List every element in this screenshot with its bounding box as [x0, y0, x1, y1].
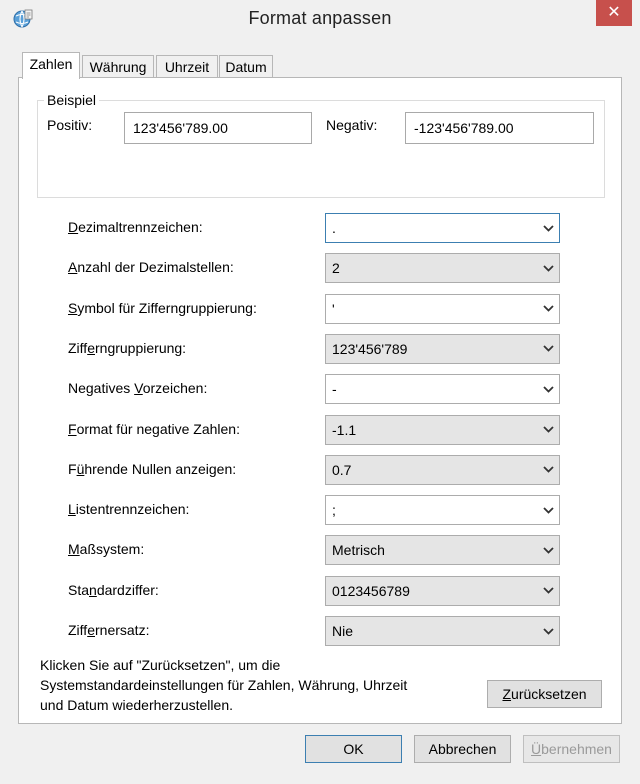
tab-label: Datum — [225, 59, 267, 75]
label-text: aßsystem: — [79, 541, 145, 558]
digit-grouping-label — [68, 340, 186, 356]
chevron-down-icon[interactable] — [541, 577, 555, 605]
reset-hint-line: Klicken Sie auf "Zurücksetzen", um die — [40, 657, 281, 673]
label-accel: V — [134, 380, 143, 397]
label-text: istentrennzeichen: — [75, 501, 190, 518]
reset-hint-line: und Datum wiederherzustellen. — [40, 697, 233, 713]
positive-preview: 123'456'789.00 — [124, 112, 312, 144]
close-icon: ✕ — [607, 4, 621, 21]
digit-grouping-symbol-combobox[interactable] — [325, 294, 560, 324]
close-button[interactable] — [596, 0, 632, 26]
label-text: Negatives — [68, 380, 135, 397]
label-text: nzahl der Dezimalstellen: — [77, 259, 234, 276]
tab-label: Währung — [89, 59, 147, 75]
label-accel: ü — [76, 460, 85, 477]
tab-datum[interactable] — [219, 55, 273, 78]
reset-button[interactable] — [487, 680, 602, 708]
chevron-down-icon[interactable] — [541, 416, 555, 444]
label-text: dardziffer: — [96, 581, 159, 598]
chevron-down-icon[interactable] — [541, 214, 555, 242]
chevron-down-icon[interactable] — [541, 496, 555, 524]
digit-grouping-combobox[interactable] — [325, 334, 560, 364]
chevron-down-icon[interactable] — [541, 254, 555, 282]
label-accel: e — [87, 339, 95, 356]
tab-zahlen[interactable] — [22, 52, 80, 79]
label-text: rngruppierung: — [95, 339, 187, 356]
decimal-places-combobox[interactable] — [325, 253, 560, 283]
negative-number-format-combobox[interactable] — [325, 415, 560, 445]
leading-zeros-label — [68, 461, 236, 477]
decimal-places-label — [68, 259, 234, 275]
reset-hint — [40, 655, 470, 715]
chevron-down-icon[interactable] — [541, 617, 555, 645]
sample-legend: Beispiel — [44, 92, 99, 108]
combobox-value: ; — [332, 502, 336, 519]
standard-digits-label — [68, 582, 159, 598]
label-text: rnersatz: — [95, 622, 150, 638]
window-title: Format anpassen — [248, 8, 392, 28]
apply-button-label: bernehmen — [541, 741, 612, 757]
label-accel: M — [68, 541, 80, 558]
tab-label: Uhrzeit — [164, 59, 210, 75]
negative-number-format-label — [68, 421, 240, 437]
label-text: Ziff — [68, 622, 88, 638]
list-separator-combobox[interactable] — [325, 495, 560, 525]
combobox-value: 0.7 — [332, 461, 352, 478]
label-accel: e — [87, 622, 95, 638]
positive-label: Positiv: — [47, 117, 93, 133]
label-accel: S — [68, 299, 78, 316]
ok-button[interactable] — [305, 735, 402, 763]
label-accel: n — [89, 581, 97, 598]
label-text: ezimaltrennzeichen: — [78, 219, 203, 235]
measurement-system-combobox[interactable] — [325, 535, 560, 565]
tab-label: Zahlen — [29, 56, 73, 72]
chevron-down-icon[interactable] — [541, 456, 555, 484]
tab-uhrzeit[interactable] — [156, 55, 218, 78]
label-text: F — [68, 460, 77, 477]
chevron-down-icon[interactable] — [541, 375, 555, 403]
cancel-button-label: Abbrechen — [428, 741, 497, 757]
standard-digits-combobox[interactable] — [325, 576, 560, 606]
apply-button-accel: Ü — [531, 741, 542, 757]
label-accel: D — [68, 219, 79, 235]
decimal-separator-combobox[interactable] — [325, 213, 560, 243]
combobox-value: - — [332, 381, 337, 398]
label-text: Sta — [68, 581, 90, 598]
ok-button-label: OK — [343, 741, 364, 757]
negative-label: Negativ: — [326, 117, 378, 133]
label-accel: L — [68, 501, 76, 518]
chevron-down-icon[interactable] — [541, 536, 555, 564]
tab-waehrung[interactable] — [82, 55, 154, 78]
cancel-button[interactable] — [414, 735, 511, 763]
label-text: hrende Nullen anzeigen: — [84, 460, 237, 477]
label-text: orzeichen: — [142, 380, 208, 397]
title-bar — [0, 0, 640, 40]
combobox-value: . — [332, 220, 336, 236]
measurement-system-label — [68, 541, 144, 557]
reset-button-label: urücksetzen — [511, 686, 587, 702]
digit-substitution-label — [68, 622, 149, 638]
decimal-separator-label — [68, 219, 203, 235]
combobox-value: ' — [332, 300, 335, 317]
chevron-down-icon[interactable] — [541, 295, 555, 323]
label-text: ymbol für Zifferngruppierung: — [77, 299, 257, 316]
digit-grouping-symbol-label — [68, 300, 257, 316]
combobox-value: Metrisch — [332, 542, 385, 559]
combobox-value: 2 — [332, 260, 340, 277]
combobox-value: Nie — [332, 623, 354, 639]
combobox-value: -1.1 — [332, 421, 357, 438]
leading-zeros-combobox[interactable] — [325, 455, 560, 485]
label-accel: F — [68, 420, 77, 437]
label-accel: A — [68, 259, 78, 276]
reset-button-accel: Z — [502, 686, 512, 702]
label-text: ormat für negative Zahlen: — [76, 420, 240, 437]
negative-sign-combobox[interactable] — [325, 374, 560, 404]
chevron-down-icon[interactable] — [541, 335, 555, 363]
negative-preview: -123'456'789.00 — [405, 112, 594, 144]
list-separator-label — [68, 501, 189, 517]
reset-hint-line: Systemstandardeinstellungen für Zahlen, Währung, Uhrzeit — [40, 677, 408, 693]
combobox-value: 123'456'789 — [332, 340, 408, 357]
label-text: Ziff — [68, 339, 88, 356]
apply-button[interactable] — [523, 735, 620, 763]
digit-substitution-combobox[interactable] — [325, 616, 560, 646]
negative-sign-label — [68, 380, 207, 396]
combobox-value: 0123456789 — [332, 582, 410, 599]
